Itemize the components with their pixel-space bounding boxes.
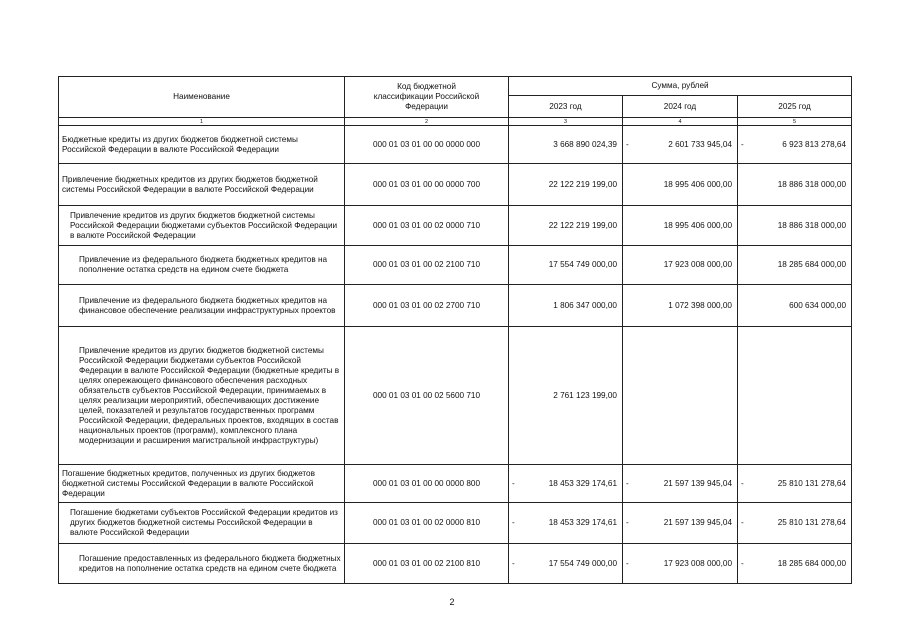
table-row xyxy=(59,164,852,206)
row-name: Погашение бюджетами субъектов Российской Федерации кредитов из других бюджетов бюджетной системы Российской Федерации в валюте Российской Федерации xyxy=(59,503,345,544)
row-amount-2025 xyxy=(738,164,852,206)
row-name: Привлечение кредитов из других бюджетов бюджетной системы Российской Федерации бюджетами субъектов Российской Федерации в валюте Российской Федерации xyxy=(59,206,345,246)
value-2023: 17 554 749 000,00 xyxy=(548,260,617,269)
row-amount-2025 xyxy=(738,285,852,327)
row-code: 000 01 03 01 00 02 2100 810 xyxy=(345,544,509,584)
col-number-5: 5 xyxy=(738,118,852,126)
row-code: 000 01 03 01 00 00 0000 000 xyxy=(345,126,509,164)
value-2023: 22 122 219 199,00 xyxy=(548,220,617,230)
value-2025: 18 886 318 000,00 xyxy=(777,179,847,189)
row-amount-2023 xyxy=(509,126,623,164)
page-number: 2 xyxy=(449,597,455,607)
table-row xyxy=(59,206,852,246)
value-2024: 18 995 406 000,00 xyxy=(663,179,732,189)
row-name: Привлечение из федерального бюджета бюджетных кредитов на пополнение остатка средств на едином счете бюджета xyxy=(59,246,345,285)
row-name: Привлечение бюджетных кредитов из других бюджетов бюджетной системы Российской Федерации в валюте Российской Федерации xyxy=(59,164,345,206)
table-row xyxy=(59,246,852,285)
sign-2024: - xyxy=(626,478,629,488)
row-amount-2023 xyxy=(509,544,623,584)
row-amount-2023 xyxy=(509,206,623,246)
budget-table xyxy=(58,76,852,584)
table-row xyxy=(59,503,852,544)
row-amount-2024 xyxy=(623,327,738,465)
sign-2023: - xyxy=(512,478,515,488)
sign-2024: - xyxy=(626,139,629,149)
row-amount-2024 xyxy=(623,246,738,285)
value-2024: 17 923 008 000,00 xyxy=(663,558,732,568)
header-year-2025: 2025 год xyxy=(738,96,852,118)
sign-2023: - xyxy=(512,518,515,527)
row-amount-2024 xyxy=(623,285,738,327)
row-amount-2025 xyxy=(738,327,852,465)
row-amount-2023 xyxy=(509,465,623,503)
row-amount-2025 xyxy=(738,503,852,544)
value-2023: 18 453 329 174,61 xyxy=(548,518,617,527)
header-name: Наименование xyxy=(59,77,345,118)
row-name: Привлечение из федерального бюджета бюджетных кредитов на финансовое обеспечение реализации инфраструктурных проектов xyxy=(59,285,345,327)
value-2023: 1 806 347 000,00 xyxy=(553,300,617,310)
sign-2024: - xyxy=(626,558,629,568)
value-2025: 18 285 684 000,00 xyxy=(777,558,847,568)
value-2024: 1 072 398 000,00 xyxy=(668,300,732,310)
sign-2025: - xyxy=(741,518,744,527)
col-number-3: 3 xyxy=(509,118,623,126)
row-amount-2023 xyxy=(509,285,623,327)
col-number-1: 1 xyxy=(59,118,345,126)
header-year-2024: 2024 год xyxy=(623,96,738,118)
row-amount-2024 xyxy=(623,206,738,246)
value-2023: 2 761 123 199,00 xyxy=(553,390,617,400)
value-2025: 18 285 684 000,00 xyxy=(777,260,847,269)
row-amount-2023 xyxy=(509,164,623,206)
col-number-2: 2 xyxy=(345,118,509,126)
value-2025: 25 810 131 278,64 xyxy=(777,478,847,488)
row-amount-2023 xyxy=(509,503,623,544)
row-code: 000 01 03 01 00 02 5600 710 xyxy=(345,327,509,465)
row-amount-2023 xyxy=(509,246,623,285)
value-2025: 6 923 813 278,64 xyxy=(782,139,847,149)
row-code: 000 01 03 01 00 02 0000 810 xyxy=(345,503,509,544)
row-amount-2023 xyxy=(509,327,623,465)
row-code: 000 01 03 01 00 02 0000 710 xyxy=(345,206,509,246)
row-amount-2024 xyxy=(623,164,738,206)
sign-2025: - xyxy=(741,478,744,488)
table-row xyxy=(59,327,852,465)
value-2023: 3 668 890 024,39 xyxy=(553,139,617,149)
value-2024: 21 597 139 945,04 xyxy=(663,518,732,527)
row-amount-2024 xyxy=(623,126,738,164)
row-code: 000 01 03 01 00 02 2700 710 xyxy=(345,285,509,327)
value-2025: 18 886 318 000,00 xyxy=(777,220,847,230)
value-2025: 25 810 131 278,64 xyxy=(777,518,847,527)
value-2023: 17 554 749 000,00 xyxy=(548,558,617,568)
sign-2025: - xyxy=(741,139,744,149)
value-2023: 18 453 329 174,61 xyxy=(548,478,617,488)
row-name: Погашение бюджетных кредитов, полученных из других бюджетов бюджетной системы Российской Федерации в валюте Российской Федерации xyxy=(59,465,345,503)
row-code: 000 01 03 01 00 02 2100 710 xyxy=(345,246,509,285)
sign-2024: - xyxy=(626,518,629,527)
row-code: 000 01 03 01 00 00 0000 800 xyxy=(345,465,509,503)
row-amount-2025 xyxy=(738,465,852,503)
value-2024: 21 597 139 945,04 xyxy=(663,478,732,488)
table-row xyxy=(59,465,852,503)
row-amount-2025 xyxy=(738,126,852,164)
value-2025: 600 634 000,00 xyxy=(789,300,847,310)
table-row xyxy=(59,544,852,584)
header-code: Код бюджетной классификации Российской Федерации xyxy=(345,77,509,118)
row-amount-2025 xyxy=(738,544,852,584)
value-2024: 2 601 733 945,04 xyxy=(668,139,732,149)
col-number-4: 4 xyxy=(623,118,738,126)
row-code: 000 01 03 01 00 00 0000 700 xyxy=(345,164,509,206)
sign-2025: - xyxy=(741,558,744,568)
row-amount-2024 xyxy=(623,544,738,584)
row-amount-2024 xyxy=(623,503,738,544)
row-name: Привлечение кредитов из других бюджетов бюджетной системы Российской Федерации бюджетами субъектов Российской Федерации в валюте Российской Федерации (бюджетные кредиты в целях опережающего финансового обеспечения расходных обязательств субъектов Российской Федерации, принимаемых в целях реализации мероприятий, обеспечивающих достижение целей, показателей и результатов государственных программ Российской Федерации, федеральных проектов, входящих в состав национальных проектов (программ), комплексного плана модернизации и расширения магистральной инфраструктуры) xyxy=(59,327,345,465)
value-2024: 18 995 406 000,00 xyxy=(663,220,732,230)
sign-2023: - xyxy=(512,558,515,568)
value-2024: 17 923 008 000,00 xyxy=(663,260,732,269)
table-row xyxy=(59,285,852,327)
header-year-2023: 2023 год xyxy=(509,96,623,118)
value-2023: 22 122 219 199,00 xyxy=(548,179,617,189)
row-amount-2024 xyxy=(623,465,738,503)
row-amount-2025 xyxy=(738,206,852,246)
table-row xyxy=(59,126,852,164)
row-amount-2025 xyxy=(738,246,852,285)
row-name: Бюджетные кредиты из других бюджетов бюджетной системы Российской Федерации в валюте Российской Федерации xyxy=(59,126,345,164)
row-name: Погашение предоставленных из федерального бюджета бюджетных кредитов на пополнение остатка средств на едином счете бюджета xyxy=(59,544,345,584)
header-sum-group: Сумма, рублей xyxy=(509,77,852,96)
